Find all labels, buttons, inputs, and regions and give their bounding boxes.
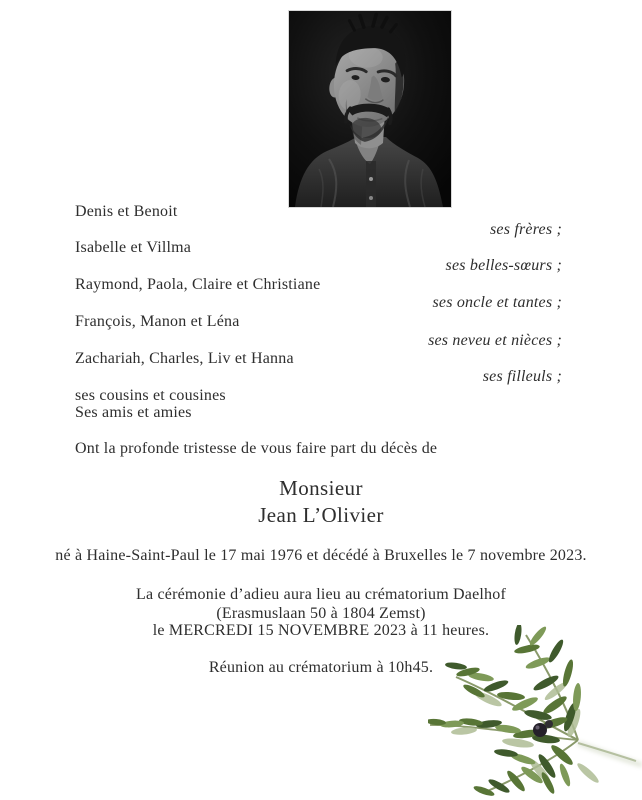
- ceremony-line-2: (Erasmuslaan 50 à 1804 Zemst): [216, 605, 426, 622]
- ceremony-line-3: le MERCREDI 15 NOVEMBRE 2023 à 11 heures.: [152, 622, 490, 639]
- family-relation-line: ses neveu et nièces ;: [428, 332, 562, 349]
- family-relation-line: ses belles-sœurs ;: [445, 257, 562, 274]
- olive-branch-icon: [428, 625, 642, 800]
- family-names-line: Denis et Benoit: [75, 203, 178, 220]
- olive-branch-art: [428, 625, 642, 800]
- life-dates-line: né à Haine-Saint-Paul le 17 mai 1976 et décédé à Bruxelles le 7 novembre 2023.: [55, 547, 587, 564]
- family-others-line: ses cousins et cousines: [75, 387, 226, 404]
- portrait-photo: [289, 11, 451, 207]
- meeting-line: Réunion au crématorium à 10h45.: [208, 659, 434, 676]
- deceased-name: Jean L’Olivier: [258, 503, 384, 527]
- family-others-line: Ses amis et amies: [75, 404, 192, 421]
- ceremony-line-1: La cérémonie d’adieu aura lieu au crématorium Daelhof: [136, 586, 506, 603]
- family-names-line: François, Manon et Léna: [75, 313, 240, 330]
- family-relation-line: ses frères ;: [489, 221, 562, 238]
- family-relation-line: ses filleuls ;: [482, 368, 562, 385]
- family-names-line: Raymond, Paola, Claire et Christiane: [75, 276, 321, 293]
- family-names-line: Zachariah, Charles, Liv et Hanna: [75, 350, 294, 367]
- family-relation-line: ses oncle et tantes ;: [432, 294, 562, 311]
- portrait-photo-art: [289, 11, 451, 207]
- deceased-title: Monsieur: [279, 476, 363, 500]
- family-names-line: Isabelle et Villma: [75, 239, 192, 256]
- announcement-intro: Ont la profonde tristesse de vous faire part du décès de: [75, 440, 438, 457]
